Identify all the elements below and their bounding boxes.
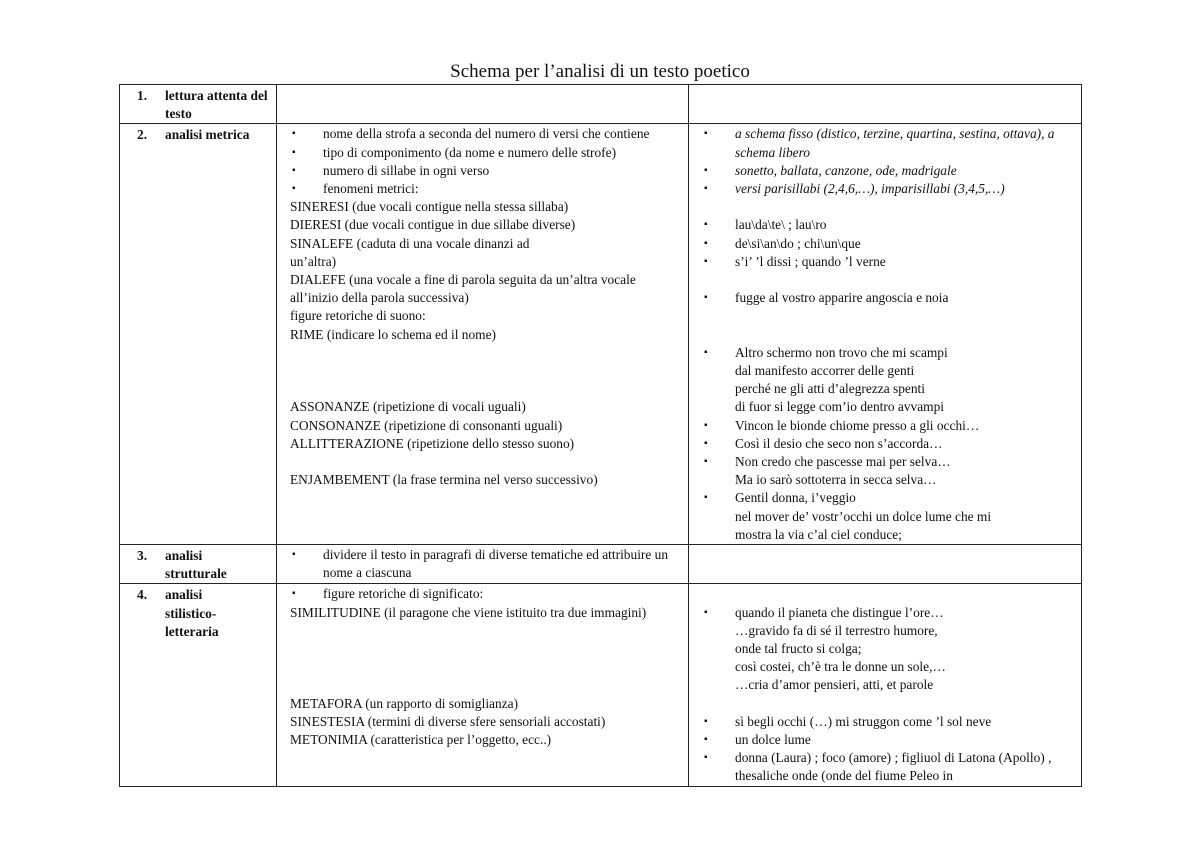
dialefe-text: DIALEFE (una vocale a fine di parola seguita da un’altra vocale all’inizio della parola successiva) (290, 272, 636, 306)
analysis-table (119, 84, 1082, 787)
enjambement-example-line: nel mover de’ vostr’occhi un dolce lume che mi (735, 508, 992, 524)
consonanze-example: ▪ Così il desio che seco non s’accorda… (702, 435, 1077, 453)
list-item: ▪ fenomeni metrici: (290, 180, 684, 198)
table-row (120, 584, 1082, 786)
list-item: ▪ a schema fisso (distico, terzine, quartina, sestina, ottava), a schema libero (702, 125, 1077, 161)
row-number: 1. (137, 88, 148, 103)
dieresi-example: ▪ de\si\an\do ; chi\un\que (702, 235, 1077, 253)
list-item: ▪ figure retoriche di significato: (290, 585, 684, 603)
metonimia-text: METONIMIA (caratteristica per l’oggetto, ecc..) (290, 731, 552, 747)
dieresi-text: DIERESI (due vocali contigue in due sillabe diverse) (290, 217, 576, 233)
row-label-cell (120, 124, 277, 545)
similitudine-example-line: …gravido fa di sé il terrestro humore, (735, 622, 938, 638)
similitudine-example-line: ▪ quando il pianeta che distingue l’ore… (702, 604, 1077, 622)
row-label-cell (120, 85, 277, 124)
sinestesia-example: ▪ un dolce lume (702, 731, 1077, 749)
empty-cell (689, 545, 1082, 584)
row-number: 2. (137, 127, 148, 143)
metonimia-example: ▪ donna (Laura) ; foco (amore) ; figliuol di Latona (Apollo) , thesaliche onde (onde del fiume Peleo in (702, 749, 1077, 785)
row-label-cell (120, 584, 277, 786)
sinalefe-example: ▪ s’i’ ’l dissi ; quando ’l verne (702, 253, 1077, 271)
row-label: analisi metrica (165, 127, 250, 143)
list-item: ▪ nome della strofa a seconda del numero di versi che contiene (290, 125, 684, 143)
row-number: 4. (137, 587, 148, 603)
similitudine-example-line: così costei, ch’è tra le donne un sole,… (735, 659, 946, 675)
assonanze-example: ▪ Vincon le bionde chiome presso a gli occhi… (702, 417, 1077, 435)
page-title: Schema per l’analisi di un testo poetico (450, 61, 750, 82)
list-item: ▪ versi parisillabi (2,4,6,…), imparisillabi (3,4,5,…) (702, 180, 1077, 198)
table-row (120, 545, 1082, 584)
empty-cell (277, 85, 689, 124)
dialefe-example: ▪ fugge al vostro apparire angoscia e noia (702, 289, 1077, 307)
rime-example-line: perché ne gli atti d’alegrezza spenti (735, 381, 925, 397)
metrica-description-cell (277, 124, 689, 545)
rime-example-line: ▪ Altro schermo non trovo che mi scampi (702, 344, 1077, 362)
sineresi-example: ▪ lau\da\te\ ; lau\ro (702, 216, 1077, 234)
enjambement-text: ENJAMBEMENT (la frase termina nel verso successivo) (290, 472, 598, 488)
empty-cell (689, 85, 1082, 124)
sineresi-text: SINERESI (due vocali contigue nella stessa sillaba) (290, 199, 569, 215)
row-label-cell (120, 545, 277, 584)
strutturale-description-cell (277, 545, 689, 584)
allitterazione-text: ALLITTERAZIONE (ripetizione dello stesso suono) (290, 435, 575, 451)
similitudine-example-line: …cria d’amor pensieri, atti, et parole (735, 677, 934, 693)
list-item: ▪ tipo di componimento (da nome e numero delle strofe) (290, 144, 684, 162)
stilistica-description-cell (277, 584, 689, 786)
row-label: analisi strutturale (165, 548, 227, 582)
similitudine-example-line: onde tal fructo si colga; (735, 641, 862, 657)
sinestesia-text: SINESTESIA (termini di diverse sfere sensoriali accostati) (290, 713, 606, 729)
list-item: ▪ numero di sillabe in ogni verso (290, 162, 684, 180)
table-row (120, 85, 1082, 124)
figure-suono-text: figure retoriche di suono: (290, 308, 426, 324)
table-row (120, 124, 1082, 545)
list-item: ▪ dividere il testo in paragrafi di diverse tematiche ed attribuire un nome a ciascuna (290, 546, 684, 582)
consonanze-text: CONSONANZE (ripetizione di consonanti uguali) (290, 417, 563, 433)
metafora-example: ▪ sì begli occhi (…) mi struggon come ’l sol neve (702, 713, 1077, 731)
enjambement-example-line: mostra la via c’al ciel conduce; (735, 526, 902, 542)
row-label: lettura attenta del testo (165, 88, 268, 122)
rime-text: RIME (indicare lo schema ed il nome) (290, 326, 496, 342)
list-item: ▪ sonetto, ballata, canzone, ode, madrigale (702, 162, 1077, 180)
rime-example-line: di fuor si legge com’io dentro avvampi (735, 399, 944, 415)
metrica-examples-cell (689, 124, 1082, 545)
assonanze-text: ASSONANZE (ripetizione di vocali uguali) (290, 399, 526, 415)
row-label: analisi stilistico-letteraria (165, 587, 219, 639)
allitterazione-example-line: Ma io sarò sottoterra in secca selva… (735, 472, 937, 488)
sinalefe-text: SINALEFE (caduta di una vocale dinanzi ad un’altra) (290, 235, 530, 269)
stilistica-examples-cell (689, 584, 1082, 786)
enjambement-example-line: ▪ Gentil donna, i’veggio (702, 489, 1077, 507)
row-number: 3. (137, 548, 148, 564)
rime-example-line: dal manifesto accorrer delle genti (735, 362, 915, 378)
metafora-text: METAFORA (un rapporto di somiglianza) (290, 695, 519, 711)
allitterazione-example-line: ▪ Non credo che pascesse mai per selva… (702, 453, 1077, 471)
similitudine-text: SIMILITUDINE (il paragone che viene istituito tra due immagini) (290, 604, 647, 620)
